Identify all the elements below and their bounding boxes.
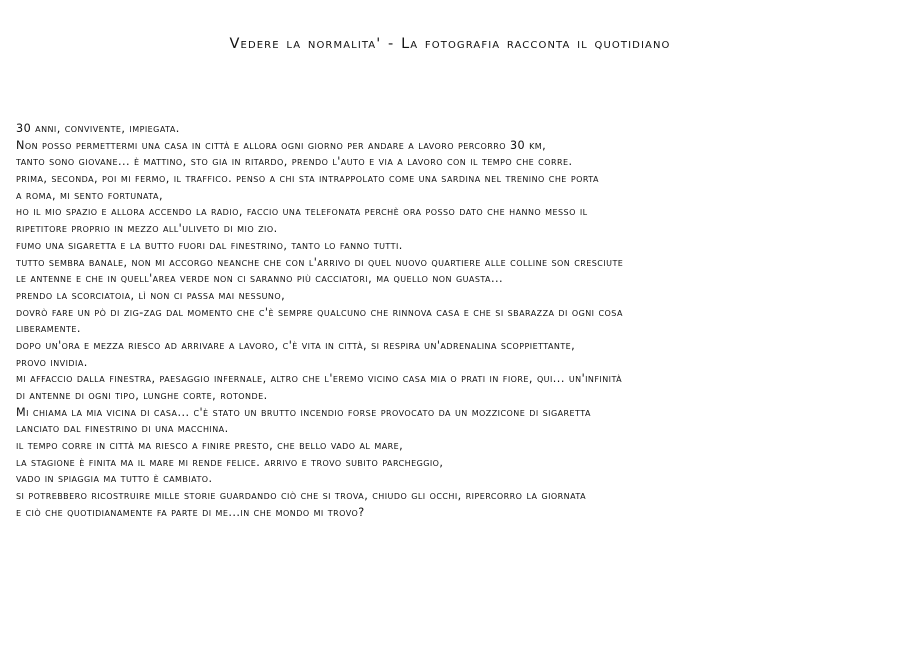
page-title: Vedere la normalita' - La fotografia racconta il quotidiano <box>229 36 671 52</box>
text-line: provo invidia. <box>16 355 88 369</box>
text-line: 30 anni, convivente, impiegata. <box>16 122 180 135</box>
text-line: Mi chiama la mia vicina di casa... c'è stato un brutto incendio forse provocato da un mozzicone di sigaretta <box>16 405 591 419</box>
text-line: fumo una sigaretta e la butto fuori dal finestrino, tanto lo fanno tutti. <box>16 238 403 252</box>
text-line: il tempo corre in città ma riesco a finire presto, che bello vado al mare, <box>16 439 404 453</box>
story-text <box>16 121 896 522</box>
text-line: tutto sembra banale, non mi accorgo neanche che con l'arrivo di quel nuovo quartiere alle colline son cresciute <box>16 255 624 269</box>
text-line: dopo un'ora e mezza riesco ad arrivare a lavoro, c'è vita in città, si respira un'adrenalina scoppiettante, <box>16 338 576 352</box>
text-line: si potrebbero ricostruire mille storie guardando ciò che si trova, chiudo gli occhi, ripercorro la giornata <box>16 489 587 503</box>
text-line: Non posso permettermi una casa in città e allora ogni giorno per andare a lavoro percorro 30 km, <box>16 138 547 152</box>
text-line: le antenne e che in quell'area verde non ci saranno più cacciatori, ma quello non guasta... <box>16 272 504 286</box>
text-line: mi affaccio dalla finestra, paesaggio infernale, altro che l'eremo vicino casa mia o prati in fiore, qui... un'infinità <box>16 372 623 386</box>
text-line: dovrò fare un pò di zig-zag dal momento che c'è sempre qualcuno che rinnova casa e che si sbarazza di ogni cosa <box>16 305 623 319</box>
text-line: ho il mio spazio e allora accendo la radio, faccio una telefonata perchè ora posso dato che hanno messo il <box>16 205 588 219</box>
text-line: di antenne di ogni tipo, lunghe corte, rotonde. <box>16 389 268 402</box>
text-line: la stagione è finita ma il mare mi rende felice. arrivo e trovo subito parcheggio, <box>16 455 444 469</box>
text-line: ripetitore proprio in mezzo all'uliveto di mio zio. <box>16 222 278 236</box>
text-line: e ciò che quotidianamente fa parte di me...in che mondo mi trovo? <box>16 505 365 519</box>
text-line: prendo la scorciatoia, lì non ci passa mai nessuno, <box>16 288 286 302</box>
text-line: liberamente. <box>16 322 81 336</box>
text-line: vado in spiaggia ma tutto è cambiato. <box>16 472 213 486</box>
text-line: prima, seconda, poi mi fermo, il traffico. penso a chi sta intrappolato come una sardina nel trenino che porta <box>16 172 599 186</box>
text-line: a roma, mi sento fortunata, <box>16 188 163 202</box>
text-line: tanto sono giovane... è mattino, sto gia in ritardo, prendo l'auto e via a lavoro con il tempo che corre. <box>16 155 573 169</box>
text-line: lanciato dal finestrino di una macchina. <box>16 422 229 436</box>
